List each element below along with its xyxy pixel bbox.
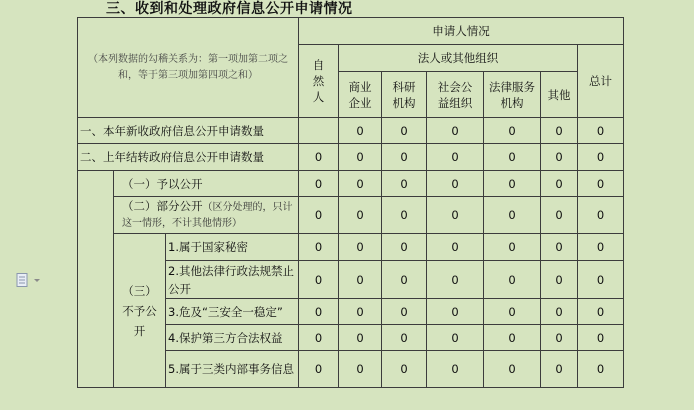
cell-value: 0 [339,171,382,197]
cell-value: 0 [427,144,484,171]
cell-value: 0 [578,171,624,197]
cell-value: 0 [382,118,427,144]
cell-value: 0 [382,197,427,234]
cell-value: 0 [578,234,624,261]
cell-value: 0 [578,144,624,171]
cell-value: 0 [484,325,541,351]
row-label: （二）部分公开 [122,199,203,213]
cell-value: 0 [578,261,624,299]
cell-value: 0 [541,325,578,351]
header-legal-service: 法律服务机构 [484,72,541,118]
cell-value: 0 [427,234,484,261]
cell-value: 0 [427,325,484,351]
cell-value: 0 [299,325,339,351]
row-label-partial [114,197,299,234]
cell-value: 0 [339,197,382,234]
cell-value: 0 [299,299,339,325]
cell-value: 0 [427,351,484,388]
row-label: 3.危及“三安全一稳定” [166,299,299,325]
cell-value: 0 [578,118,624,144]
cell-value: 0 [299,197,339,234]
cell-value: 0 [578,197,624,234]
cell-value: 0 [382,234,427,261]
cell-value: 0 [578,299,624,325]
section-title: 三、收到和处理政府信息公开申请情况 [106,1,353,17]
cell-value: 0 [484,197,541,234]
cell-value: 0 [299,351,339,388]
header-total: 总计 [578,45,624,118]
cell-value: 0 [427,118,484,144]
application-stats-table [77,17,624,388]
header-business: 商业企业 [339,72,382,118]
document-icon[interactable] [16,273,42,287]
row-label: 一、本年新收政府信息公开申请数量 [78,118,299,144]
cell-value: 0 [484,261,541,299]
header-legal-entities: 法人或其他组织 [339,45,578,72]
row-label: 2.其他法律行政法规禁止公开 [166,261,299,299]
cell-value: 0 [339,325,382,351]
cell-value: 0 [339,144,382,171]
header-note: （本列数据的勾稽关系为：第一项加第二项之和，等于第三项加第四项之和） [78,18,299,118]
header-other: 其他 [541,72,578,118]
blank-spacer-cell [78,171,114,388]
cell-value: 0 [578,325,624,351]
cell-value: 0 [541,351,578,388]
cell-value: 0 [541,118,578,144]
row-label-note: （区分处理的，只计这一情形，不计其他情形） [122,202,293,229]
cell-value: 0 [339,351,382,388]
cell-value: 0 [339,234,382,261]
row-label: （一）予以公开 [114,171,299,197]
cell-value [299,118,339,144]
cell-value: 0 [541,299,578,325]
cell-value: 0 [484,299,541,325]
group-label-withheld: （三）不予公开 [114,234,166,388]
cell-value: 0 [427,299,484,325]
row-label: 二、上年结转政府信息公开申请数量 [78,144,299,171]
cell-value: 0 [382,325,427,351]
cell-value: 0 [484,118,541,144]
cell-value: 0 [299,171,339,197]
cell-value: 0 [382,171,427,197]
header-social-welfare: 社会公益组织 [427,72,484,118]
header-applicant: 申请人情况 [299,18,624,45]
row-label: 4.保护第三方合法权益 [166,325,299,351]
row-label: 1.属于国家秘密 [166,234,299,261]
cell-value: 0 [382,351,427,388]
cell-value: 0 [382,144,427,171]
cell-value: 0 [339,299,382,325]
cell-value: 0 [541,171,578,197]
cell-value: 0 [484,171,541,197]
cell-value: 0 [484,144,541,171]
cell-value: 0 [339,261,382,299]
cell-value: 0 [484,351,541,388]
cell-value: 0 [299,144,339,171]
cell-value: 0 [339,118,382,144]
cell-value: 0 [578,351,624,388]
cell-value: 0 [541,144,578,171]
cell-value: 0 [427,197,484,234]
row-label: 5.属于三类内部事务信息 [166,351,299,388]
cell-value: 0 [484,234,541,261]
header-natural-person: 自然人 [299,45,339,118]
cell-value: 0 [299,261,339,299]
cell-value: 0 [541,261,578,299]
cell-value: 0 [427,171,484,197]
cell-value: 0 [541,234,578,261]
cell-value: 0 [427,261,484,299]
header-research: 科研机构 [382,72,427,118]
cell-value: 0 [382,299,427,325]
cell-value: 0 [541,197,578,234]
cell-value: 0 [382,261,427,299]
cell-value: 0 [299,234,339,261]
